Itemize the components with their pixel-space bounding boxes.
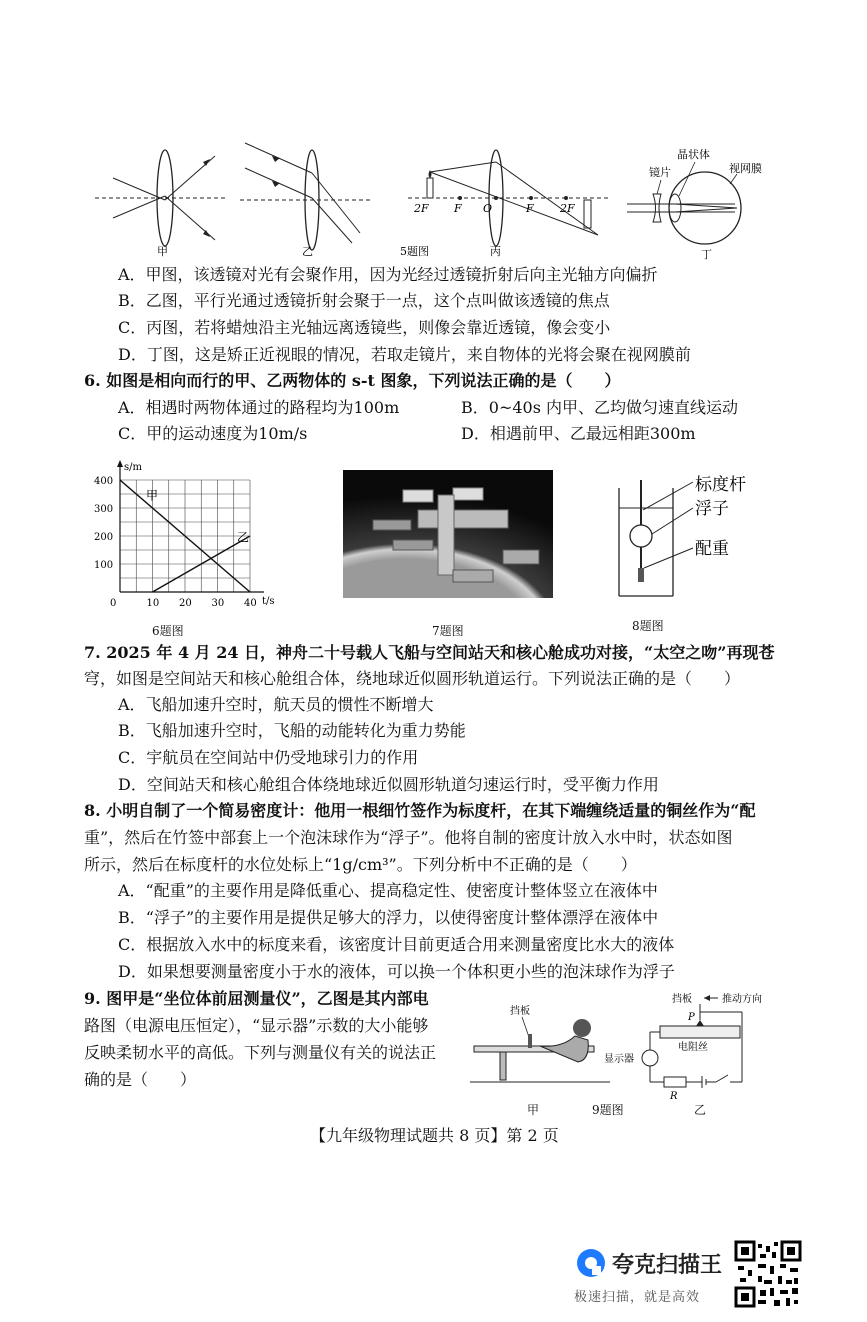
q7-option-d[interactable]: D．空间站天和核心舱组合体绕地球近似圆形轨道匀速运行时，受平衡力作用 bbox=[118, 775, 659, 794]
q6-option-c[interactable]: C．甲的运动速度为10m/s bbox=[118, 424, 308, 443]
x-axis-label: t/s bbox=[262, 596, 275, 607]
space-station-photo bbox=[343, 470, 553, 598]
q9-fig-caption: 9题图 bbox=[592, 1103, 624, 1117]
x-tick-label: 40 bbox=[244, 598, 257, 609]
q7-option-b[interactable]: B．飞船加速升空时，飞船的动能转化为重力势能 bbox=[118, 721, 466, 740]
y-tick-label: 200 bbox=[94, 532, 114, 543]
q8-stem-line2: 重”，然后在竹签中部套上一个泡沫球作为“浮子”。他将自制的密度计放入水中时，状态如图 bbox=[84, 828, 733, 847]
q8-stem-line3: 所示，然后在标度杆的水位处标上“1g/cm³”。下列分析中不正确的是（ ） bbox=[84, 855, 637, 874]
watermark-slogan: 极速扫描，就是高效 bbox=[574, 1290, 701, 1305]
svg-text:晶状体: 晶状体 bbox=[677, 148, 710, 161]
svg-text:2F: 2F bbox=[560, 202, 575, 215]
q8-stem-line1: 8. 小明自制了一个简易密度计：他用一根细竹签作为标度杆，在其下端缠绕适量的铜丝作为“配 bbox=[84, 801, 756, 820]
series-label-yi: 乙 bbox=[237, 530, 250, 545]
watermark-brand: 夸克扫描王 bbox=[612, 1253, 723, 1278]
y-axis-label: s/m bbox=[124, 462, 142, 473]
y-tick-label: 400 bbox=[94, 476, 114, 487]
svg-text:O: O bbox=[483, 202, 493, 215]
q9-fig-label-yi: 乙 bbox=[694, 1103, 707, 1117]
svg-text:挡板: 挡板 bbox=[672, 994, 692, 1005]
fig8-caption: 8题图 bbox=[632, 619, 664, 633]
svg-text:标度杆: 标度杆 bbox=[695, 475, 746, 495]
series-label-jia: 甲 bbox=[146, 488, 159, 503]
q5-option-c[interactable]: C．丙图，若将蜡烛沿主光轴远离透镜些，则像会靠近透镜，像会变小 bbox=[118, 318, 611, 337]
q6-option-b[interactable]: B．0~40s 内甲、乙均做匀速直线运动 bbox=[461, 398, 739, 417]
svg-text:浮子: 浮子 bbox=[695, 499, 729, 519]
q7-option-a[interactable]: A．飞船加速升空时，航天员的惯性不断增大 bbox=[118, 695, 434, 714]
x-tick-label: 20 bbox=[179, 598, 192, 609]
q5-option-a[interactable]: A．甲图，该透镜对光有会聚作用，因为光经过透镜折射后向主光轴方向偏折 bbox=[118, 265, 658, 284]
fig-label-bing: 丙 bbox=[490, 245, 501, 258]
q9-fig-label-jia: 甲 bbox=[527, 1103, 540, 1117]
q6-stem: 6. 如图是相向而行的甲、乙两物体的 s-t 图象，下列说法正确的是（ ） bbox=[84, 371, 621, 390]
fig7-caption: 7题图 bbox=[432, 624, 464, 638]
svg-text:视网膜: 视网膜 bbox=[729, 162, 762, 175]
q6-option-d[interactable]: D．相遇前甲、乙最远相距300m bbox=[461, 424, 696, 443]
q5-figure-jia bbox=[95, 138, 225, 258]
svg-text:挡板: 挡板 bbox=[510, 1006, 530, 1017]
q5-option-b[interactable]: B．乙图，平行光通过透镜折射会聚于一点，这个点叫做该透镜的焦点 bbox=[118, 291, 610, 310]
q7-stem-line2: 穹，如图是空间站天和核心舱组合体，绕地球近似圆形轨道运行。下列说法正确的是（ ） bbox=[84, 669, 741, 688]
fig6-caption: 6题图 bbox=[152, 624, 184, 638]
svg-text:配重: 配重 bbox=[695, 539, 729, 559]
q9-stem-line1: 9. 图甲是“坐位体前屈测量仪”，乙图是其内部电 bbox=[84, 989, 429, 1008]
fig-label-ding: 丁 bbox=[701, 248, 712, 261]
quark-logo-icon bbox=[574, 1246, 608, 1280]
st-graph bbox=[90, 452, 290, 612]
q9-circuit-yi bbox=[600, 990, 780, 1100]
q8-option-a[interactable]: A．“配重”的主要作用是降低重心、提高稳定性、使密度计整体竖立在液体中 bbox=[118, 881, 658, 900]
x-tick-label: 10 bbox=[146, 598, 160, 609]
q7-option-c[interactable]: C．宇航员在空间站中仍受地球引力的作用 bbox=[118, 748, 419, 767]
svg-text:2F: 2F bbox=[414, 202, 429, 215]
svg-text:电阻丝: 电阻丝 bbox=[678, 1042, 708, 1053]
q5-figure-yi bbox=[240, 138, 370, 258]
svg-text:F: F bbox=[454, 202, 462, 215]
q5-figure-ding bbox=[625, 144, 775, 264]
q8-option-b[interactable]: B．“浮子”的主要作用是提供足够大的浮力，以使得密度计整体漂浮在液体中 bbox=[118, 908, 659, 927]
q5-figure-bing bbox=[398, 140, 613, 260]
fig5-caption: 5题图 bbox=[400, 245, 429, 258]
y-axis-arrow bbox=[117, 460, 123, 467]
q5-option-d[interactable]: D．丁图，这是矫正近视眼的情况，若取走镜片，来自物体的光将会聚在视网膜前 bbox=[118, 345, 691, 364]
q9-stem-line2: 路图（电源电压恒定），“显示器”示数的大小能够 bbox=[84, 1016, 429, 1035]
y-tick-label: 100 bbox=[94, 560, 114, 571]
q6-option-a[interactable]: A．相遇时两物体通过的路程均为100m bbox=[118, 398, 400, 417]
fig-label-yi: 乙 bbox=[302, 245, 313, 258]
hydrometer-figure bbox=[615, 468, 775, 603]
svg-text:P: P bbox=[688, 1012, 695, 1023]
svg-text:推动方向: 推动方向 bbox=[722, 994, 762, 1005]
page-footer: 【九年级物理试题共 8 页】第 2 页 bbox=[310, 1126, 559, 1145]
q8-option-d[interactable]: D．如果想要测量密度小于水的液体，可以换一个体积更小些的泡沫球作为浮子 bbox=[118, 962, 675, 981]
q9-stem-line3: 反映柔韧水平的高低。下列与测量仪有关的说法正 bbox=[84, 1043, 437, 1062]
svg-text:R: R bbox=[670, 1091, 678, 1100]
svg-text:镜片: 镜片 bbox=[649, 166, 671, 179]
q8-option-c[interactable]: C．根据放入水中的标度来看，该密度计目前更适合用来测量密度比水大的液体 bbox=[118, 935, 675, 954]
svg-text:F: F bbox=[526, 202, 534, 215]
q7-stem-line1: 7. 2025 年 4 月 24 日，神舟二十号载人飞船与空间站天和核心舱成功对接，“太空之吻”再现苍 bbox=[84, 643, 775, 662]
x-tick-label: 0 bbox=[110, 598, 117, 609]
fig-label-jia: 甲 bbox=[157, 245, 168, 258]
svg-text:显示器: 显示器 bbox=[604, 1054, 634, 1065]
qr-code-icon bbox=[734, 1240, 802, 1308]
y-tick-label: 300 bbox=[94, 504, 114, 515]
x-tick-label: 30 bbox=[211, 598, 225, 609]
q9-figure-jia bbox=[470, 1000, 610, 1100]
scanner-watermark bbox=[574, 1244, 734, 1308]
q9-stem-line4: 确的是（ ） bbox=[84, 1070, 197, 1089]
